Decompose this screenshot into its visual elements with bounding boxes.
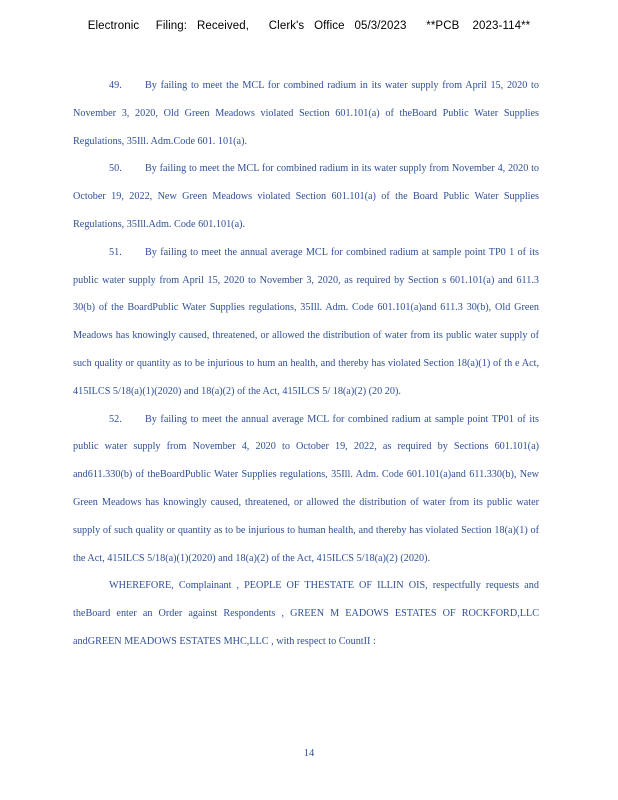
electronic-filing-header: Electronic Filing: Received, Clerk's Office 05/3/2023 **PCB 2023-114** bbox=[87, 20, 531, 32]
paragraph-49 bbox=[73, 72, 539, 155]
page-number: 14 bbox=[303, 748, 315, 759]
paragraph-text: By failing to meet the annual average MCL for combined radium at sample point TP0 1 of its public water supply from April 15, 2020 to November 3, 2020, as required by Section s 601.101(a) and 611.3 30(b) of the BoardPublic Water Supplies regulations, 35Ill. Adm. Code 601.101(a)and 611.3 30(b), Old Green Meadows has knowingly caused, threatened, or allowed the distribution of water from its public water supply of such quality or quantity as to be injurious to hum an health, and thereby has violated Section 18(a)(1) of th e Act, 415ILCS 5/18(a)(1)(2020) and 18(a)(2) of the Act, 415ILCS 5/ 18(a)(2) (20 20). bbox=[73, 246, 539, 397]
paragraph-number: 50. bbox=[109, 163, 122, 175]
paragraph-52 bbox=[73, 406, 539, 573]
paragraph-51 bbox=[73, 239, 539, 406]
paragraph-50 bbox=[73, 155, 539, 238]
paragraph-number: 51. bbox=[109, 246, 122, 258]
paragraph-text: By failing to meet the MCL for combined radium in its water supply from November 4, 2020 to October 19, 2022, New Green Meadows violated Section 601.101(a) of the Board Public Water Supplies Regulations, 35Ill.Adm. Code 601.101(a). bbox=[73, 163, 539, 230]
paragraph-number: 52. bbox=[109, 413, 122, 425]
wherefore-paragraph bbox=[73, 572, 539, 655]
paragraph-text: By failing to meet the MCL for combined radium in its water supply from April 15, 2020 to November 3, 2020, Old Green Meadows violated Section 601.101(a) of theBoard Public Water Supplies Regulations, 35Ill. Adm.Code 601. 101(a). bbox=[73, 80, 539, 147]
paragraph-text: By failing to meet the annual average MCL for combined radium at sample point TP01 of its public water supply from November 4, 2020 to October 19, 2022, as required by Sections 601.101(a) and611.330(b) of theBoardPublic Water Supplies regulations, 35Ill. Adm. Code 601.101(a)and 611.330(b), New Green Meadows has knowingly caused, threatened, or allowed the distribution of water from its public water supply of such quality or quantity as to be injurious to human health, and thereby has violated Section 18(a)(1) of the Act, 415ILCS 5/18(a)(1)(2020) and 18(a)(2) of the Act, 415ILCS 5/18(a)(2) (2020). bbox=[73, 413, 539, 564]
paragraph-text: WHEREFORE, Complainant , PEOPLE OF THESTATE OF ILLIN OIS, respectfully requests and theBoard enter an Order against Respondents , GREEN M EADOWS ESTATES OF ROCKFORD,LLC andGREEN MEADOWS ESTATES MHC,LLC , with respect to CountII : bbox=[73, 580, 539, 647]
paragraph-number: 49. bbox=[109, 80, 122, 91]
document-body bbox=[73, 72, 539, 656]
